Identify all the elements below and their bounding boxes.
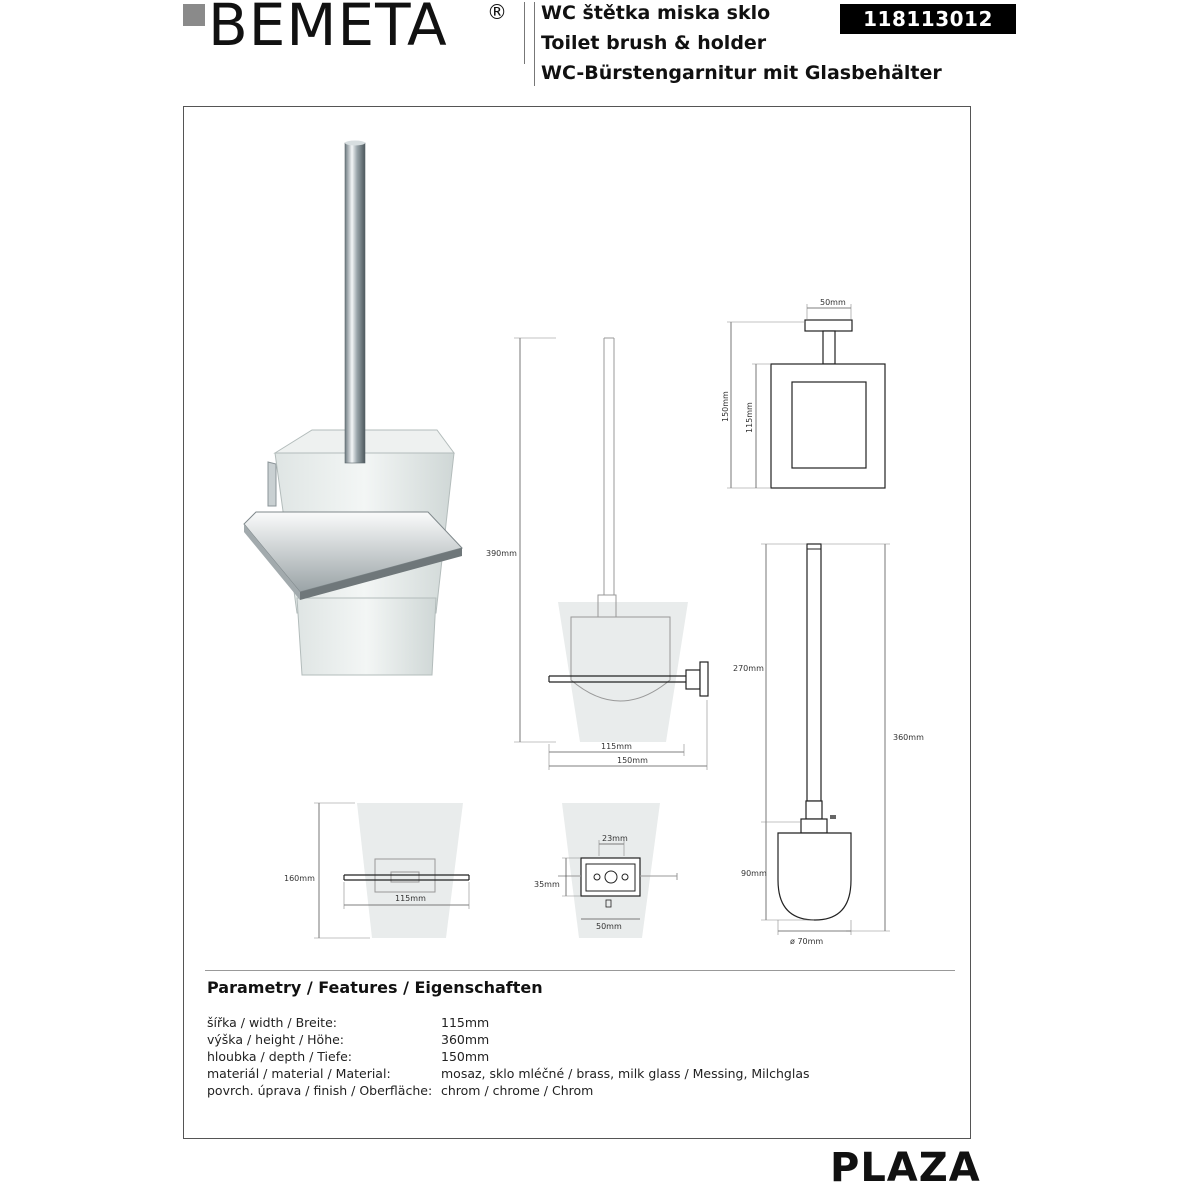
dim-top-base-width: 50mm	[820, 298, 846, 307]
top-view-drawing	[727, 304, 885, 488]
features-heading: Parametry / Features / Eigenschaften	[207, 978, 543, 997]
side-view-drawing	[514, 338, 708, 770]
features-divider	[205, 970, 955, 971]
dim-hole-spacing: 23mm	[602, 834, 628, 843]
title-en: Toilet brush & holder	[541, 32, 767, 54]
back-view-drawing	[558, 803, 677, 938]
dim-side-inner-width: 115mm	[601, 742, 632, 751]
dim-top-inner-height: 115mm	[745, 402, 754, 433]
feature-label-material: materiál / material / Material:	[207, 1066, 391, 1081]
series-name: PLAZA	[830, 1145, 981, 1191]
feature-value-finish: chrom / chrome / Chrom	[441, 1083, 594, 1098]
feature-label-depth: hloubka / depth / Tiefe:	[207, 1049, 352, 1064]
dim-brush-total: 360mm	[893, 733, 924, 742]
dim-brush-head: 90mm	[741, 869, 767, 878]
brand-logo: BEMETA	[208, 0, 448, 59]
title-cz: WC štětka miska sklo	[541, 2, 771, 24]
dim-brush-diameter: ø 70mm	[790, 937, 824, 946]
feature-value-depth: 150mm	[441, 1049, 490, 1064]
registered-mark: ®	[487, 0, 507, 24]
dim-plate-width: 50mm	[596, 922, 622, 931]
feature-label-height: výška / height / Höhe:	[207, 1032, 345, 1047]
brush-drawing	[761, 544, 890, 935]
title-de: WC-Bürstengarnitur mit Glasbehälter	[541, 62, 942, 84]
feature-value-width: 115mm	[441, 1015, 490, 1030]
dim-brush-handle: 270mm	[733, 664, 764, 673]
front-cup-drawing	[314, 803, 469, 938]
dim-top-total-height: 150mm	[721, 391, 730, 422]
feature-label-finish: povrch. úprava / finish / Oberfläche:	[207, 1083, 433, 1098]
feature-value-height: 360mm	[441, 1032, 490, 1047]
feature-label-width: šířka / width / Breite:	[207, 1015, 337, 1030]
dim-cup-width: 115mm	[395, 894, 426, 903]
product-code: 118113012	[840, 4, 1016, 34]
feature-value-material: mosaz, sklo mléčné / brass, milk glass / Messing, Milchglas	[441, 1066, 810, 1081]
dim-side-total-width: 150mm	[617, 756, 648, 765]
dim-cup-height: 160mm	[284, 874, 315, 883]
dim-plate-height: 35mm	[534, 880, 560, 889]
dim-side-height: 390mm	[486, 549, 517, 558]
product-photo	[244, 141, 462, 676]
